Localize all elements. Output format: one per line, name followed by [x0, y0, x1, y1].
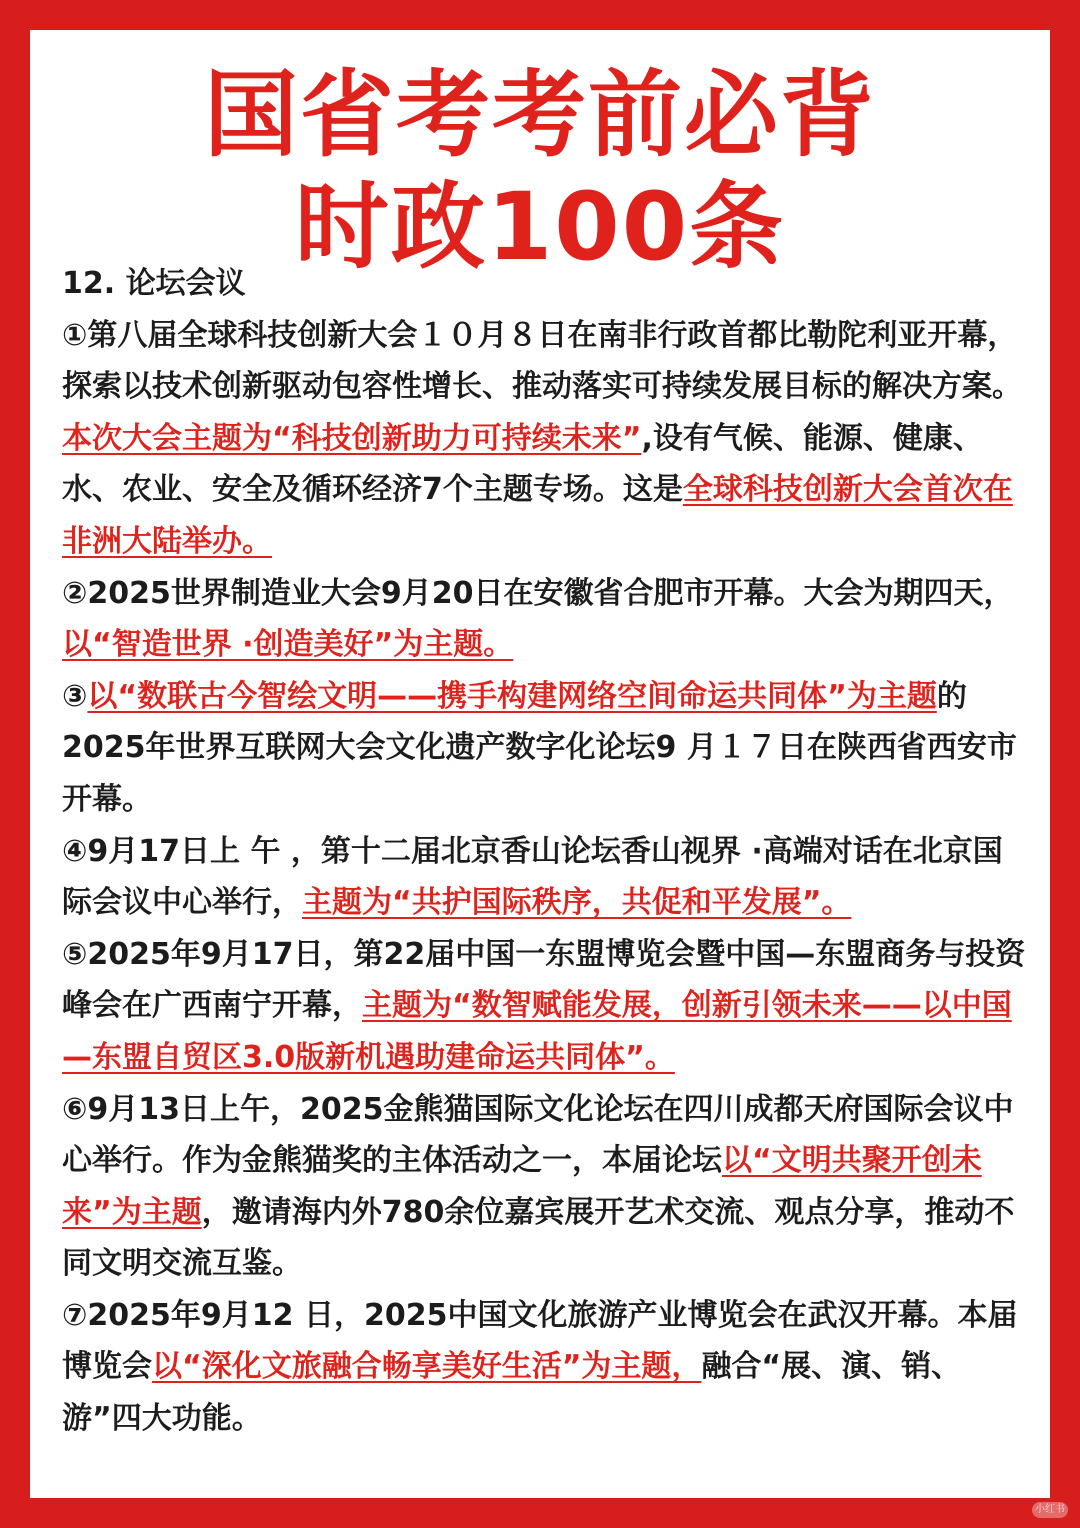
section-heading: 12. 论坛会议 [62, 266, 246, 301]
watermark-logo: 小红书 [1032, 1502, 1068, 1518]
highlight-text: 主题为“数智赋能发展，创新引领未来——以中国—东盟自贸区3.0版新机遇助建命运共同体”。 [62, 988, 1012, 1075]
item-text: ⑤2025年9月17日，第22届中国一东盟博览会暨中国—东盟商务与投资峰会在广西南宁开幕， [62, 936, 1026, 1024]
list-item [62, 1290, 1032, 1445]
list-item [62, 826, 1032, 929]
item-text: ,设有气候、能源、健康、水、农业、安全及循环经济7个主题专场。这是 [62, 420, 983, 508]
item-text: 融合“展、演、销、游”四大功能。 [62, 1349, 962, 1437]
highlight-text: 全球科技创新大会首次在非洲大陆举办。 [62, 472, 1013, 559]
article-body [62, 258, 1032, 1445]
list-item [62, 568, 1032, 671]
page-title [30, 60, 1050, 284]
highlight-text: 本次大会主题为“科技创新助力可持续未来” [62, 420, 642, 456]
item-text: ⑥9月13日上午，2025金熊猫国际文化论坛在四川成都天府国际会议中心举行。作为金熊猫奖的主体活动之一，本届论坛 [62, 1091, 1014, 1179]
highlight-text: 以“数联古今智绘文明——携手构建网络空间命运共同体”为主题 [87, 678, 937, 714]
list-item [62, 310, 1032, 568]
item-text: ③ [62, 678, 88, 714]
title-line-2: 时政100条 [294, 173, 786, 282]
item-text: ⑦2025年9月12 日，2025中国文化旅游产业博览会在武汉开幕。本届博览会 [62, 1297, 1018, 1385]
highlight-text: 主题为“共护国际秩序，共促和平发展”。 [302, 885, 852, 921]
highlight-text: 以“深化文旅融合畅享美好生活”为主题， [152, 1349, 702, 1385]
list-item [62, 1084, 1032, 1290]
item-text: ②2025世界制造业大会9月20日在安徽省合肥市开幕。大会为期四天， [62, 575, 1014, 611]
highlight-text: 以“文明共聚开创未来”为主题 [62, 1143, 982, 1230]
page-frame [30, 30, 1050, 1498]
item-text: ①第八届全球科技创新大会１０月８日在南非行政首都比勒陀利亚开幕，探索以技术创新驱动包容性增长、推动落实可持续发展目标的解决方案。 [62, 317, 1022, 405]
item-text: ④9月17日上 午 ，第十二届北京香山论坛香山视界 ·高端对话在北京国际会议中心举行， [62, 833, 1003, 921]
item-text: 的2025年世界互联网大会文化遗产数字化论坛9 月１７日在陕西省西安市开幕。 [62, 678, 1017, 817]
list-item [62, 671, 1032, 826]
title-line-1: 国省考考前必背 [203, 61, 876, 170]
list-item [62, 929, 1032, 1084]
item-text: ，邀请海内外780余位嘉宾展开艺术交流、观点分享，推动不同文明交流互鉴。 [62, 1194, 1015, 1282]
highlight-text: 以“智造世界 ·创造美好”为主题。 [62, 627, 514, 663]
